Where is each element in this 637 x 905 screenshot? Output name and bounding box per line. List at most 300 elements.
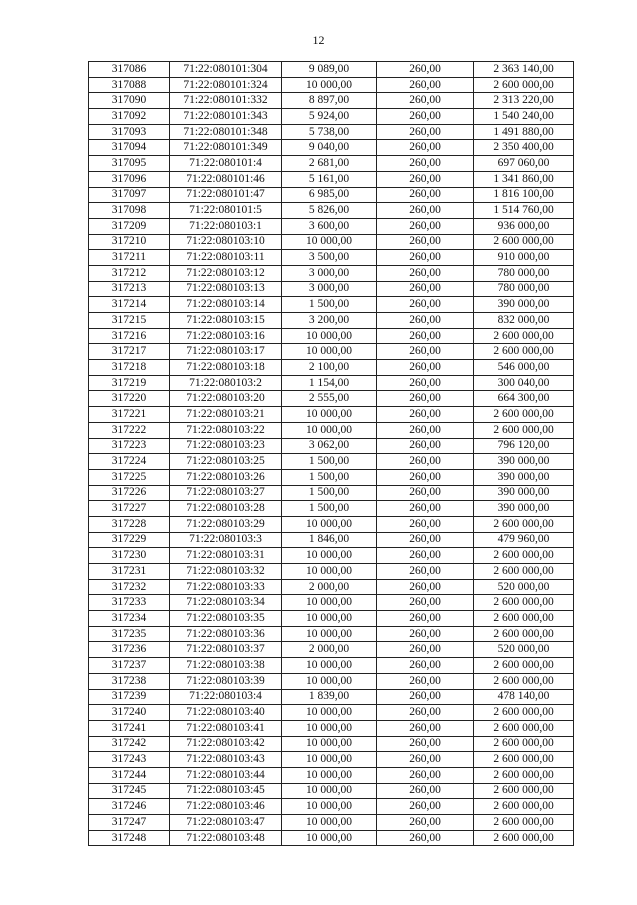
table-row	[89, 407, 574, 423]
record-id-cell: 317225	[89, 469, 170, 485]
table-body	[89, 62, 574, 846]
amount-cell: 2 600 000,00	[474, 407, 574, 423]
area-cell: 10 000,00	[282, 658, 377, 674]
record-id-cell: 317233	[89, 595, 170, 611]
area-cell: 1 500,00	[282, 454, 377, 470]
cadastral-number-cell: 71:22:080103:25	[170, 454, 282, 470]
rate-cell: 260,00	[377, 595, 474, 611]
amount-cell: 2 600 000,00	[474, 720, 574, 736]
table-row	[89, 658, 574, 674]
area-cell: 10 000,00	[282, 328, 377, 344]
cadastral-number-cell: 71:22:080103:17	[170, 344, 282, 360]
amount-cell: 697 060,00	[474, 156, 574, 172]
record-id-cell: 317226	[89, 485, 170, 501]
amount-cell: 390 000,00	[474, 454, 574, 470]
rate-cell: 260,00	[377, 360, 474, 376]
rate-cell: 260,00	[377, 109, 474, 125]
cadastral-number-cell: 71:22:080103:42	[170, 736, 282, 752]
table-row	[89, 360, 574, 376]
rate-cell: 260,00	[377, 454, 474, 470]
amount-cell: 479 960,00	[474, 532, 574, 548]
amount-cell: 2 600 000,00	[474, 783, 574, 799]
rate-cell: 260,00	[377, 673, 474, 689]
area-cell: 1 846,00	[282, 532, 377, 548]
rate-cell: 260,00	[377, 124, 474, 140]
rate-cell: 260,00	[377, 203, 474, 219]
record-id-cell: 317248	[89, 830, 170, 846]
table-row	[89, 281, 574, 297]
rate-cell: 260,00	[377, 720, 474, 736]
area-cell: 2 555,00	[282, 391, 377, 407]
cadastral-number-cell: 71:22:080101:349	[170, 140, 282, 156]
record-id-cell: 317090	[89, 93, 170, 109]
amount-cell: 546 000,00	[474, 360, 574, 376]
table-row	[89, 564, 574, 580]
area-cell: 10 000,00	[282, 422, 377, 438]
record-id-cell: 317222	[89, 422, 170, 438]
table-row	[89, 485, 574, 501]
area-cell: 10 000,00	[282, 720, 377, 736]
cadastral-number-cell: 71:22:080101:5	[170, 203, 282, 219]
record-id-cell: 317221	[89, 407, 170, 423]
rate-cell: 260,00	[377, 77, 474, 93]
table-row	[89, 752, 574, 768]
area-cell: 3 200,00	[282, 313, 377, 329]
area-cell: 5 924,00	[282, 109, 377, 125]
cadastral-number-cell: 71:22:080101:4	[170, 156, 282, 172]
rate-cell: 260,00	[377, 501, 474, 517]
table-row	[89, 532, 574, 548]
rate-cell: 260,00	[377, 469, 474, 485]
amount-cell: 2 600 000,00	[474, 595, 574, 611]
area-cell: 10 000,00	[282, 626, 377, 642]
amount-cell: 2 600 000,00	[474, 767, 574, 783]
area-cell: 10 000,00	[282, 516, 377, 532]
record-id-cell: 317238	[89, 673, 170, 689]
table-row	[89, 689, 574, 705]
record-id-cell: 317227	[89, 501, 170, 517]
area-cell: 3 000,00	[282, 281, 377, 297]
rate-cell: 260,00	[377, 438, 474, 454]
land-plot-table	[88, 61, 574, 846]
table-row	[89, 720, 574, 736]
record-id-cell: 317093	[89, 124, 170, 140]
rate-cell: 260,00	[377, 736, 474, 752]
cadastral-number-cell: 71:22:080101:304	[170, 62, 282, 78]
amount-cell: 2 600 000,00	[474, 752, 574, 768]
cadastral-number-cell: 71:22:080101:46	[170, 171, 282, 187]
amount-cell: 390 000,00	[474, 297, 574, 313]
record-id-cell: 317095	[89, 156, 170, 172]
record-id-cell: 317220	[89, 391, 170, 407]
amount-cell: 664 300,00	[474, 391, 574, 407]
cadastral-number-cell: 71:22:080103:29	[170, 516, 282, 532]
record-id-cell: 317237	[89, 658, 170, 674]
rate-cell: 260,00	[377, 611, 474, 627]
amount-cell: 780 000,00	[474, 265, 574, 281]
table-row	[89, 62, 574, 78]
cadastral-number-cell: 71:22:080103:13	[170, 281, 282, 297]
rate-cell: 260,00	[377, 171, 474, 187]
record-id-cell: 317217	[89, 344, 170, 360]
amount-cell: 478 140,00	[474, 689, 574, 705]
amount-cell: 2 600 000,00	[474, 658, 574, 674]
area-cell: 10 000,00	[282, 830, 377, 846]
amount-cell: 2 600 000,00	[474, 611, 574, 627]
cadastral-number-cell: 71:22:080101:343	[170, 109, 282, 125]
amount-cell: 2 363 140,00	[474, 62, 574, 78]
record-id-cell: 317235	[89, 626, 170, 642]
record-id-cell: 317086	[89, 62, 170, 78]
table-row	[89, 595, 574, 611]
cadastral-number-cell: 71:22:080103:31	[170, 548, 282, 564]
cadastral-number-cell: 71:22:080103:14	[170, 297, 282, 313]
rate-cell: 260,00	[377, 344, 474, 360]
table-row	[89, 422, 574, 438]
table-row	[89, 548, 574, 564]
cadastral-number-cell: 71:22:080103:3	[170, 532, 282, 548]
rate-cell: 260,00	[377, 752, 474, 768]
rate-cell: 260,00	[377, 234, 474, 250]
record-id-cell: 317098	[89, 203, 170, 219]
rate-cell: 260,00	[377, 705, 474, 721]
area-cell: 5 826,00	[282, 203, 377, 219]
cadastral-number-cell: 71:22:080103:23	[170, 438, 282, 454]
record-id-cell: 317247	[89, 815, 170, 831]
amount-cell: 390 000,00	[474, 485, 574, 501]
cadastral-number-cell: 71:22:080103:16	[170, 328, 282, 344]
rate-cell: 260,00	[377, 642, 474, 658]
table-row	[89, 673, 574, 689]
record-id-cell: 317224	[89, 454, 170, 470]
cadastral-number-cell: 71:22:080103:20	[170, 391, 282, 407]
record-id-cell: 317230	[89, 548, 170, 564]
rate-cell: 260,00	[377, 564, 474, 580]
table-row	[89, 328, 574, 344]
area-cell: 10 000,00	[282, 799, 377, 815]
cadastral-number-cell: 71:22:080103:35	[170, 611, 282, 627]
amount-cell: 2 600 000,00	[474, 328, 574, 344]
cadastral-number-cell: 71:22:080103:28	[170, 501, 282, 517]
rate-cell: 260,00	[377, 391, 474, 407]
amount-cell: 390 000,00	[474, 469, 574, 485]
record-id-cell: 317246	[89, 799, 170, 815]
amount-cell: 300 040,00	[474, 375, 574, 391]
cadastral-number-cell: 71:22:080101:324	[170, 77, 282, 93]
cadastral-number-cell: 71:22:080103:2	[170, 375, 282, 391]
amount-cell: 1 514 760,00	[474, 203, 574, 219]
record-id-cell: 317243	[89, 752, 170, 768]
cadastral-number-cell: 71:22:080103:44	[170, 767, 282, 783]
amount-cell: 936 000,00	[474, 218, 574, 234]
record-id-cell: 317231	[89, 564, 170, 580]
area-cell: 10 000,00	[282, 595, 377, 611]
rate-cell: 260,00	[377, 422, 474, 438]
rate-cell: 260,00	[377, 579, 474, 595]
rate-cell: 260,00	[377, 250, 474, 266]
area-cell: 1 500,00	[282, 469, 377, 485]
area-cell: 10 000,00	[282, 564, 377, 580]
table-row	[89, 77, 574, 93]
cadastral-number-cell: 71:22:080103:39	[170, 673, 282, 689]
area-cell: 10 000,00	[282, 705, 377, 721]
cadastral-number-cell: 71:22:080103:22	[170, 422, 282, 438]
rate-cell: 260,00	[377, 281, 474, 297]
rate-cell: 260,00	[377, 297, 474, 313]
area-cell: 1 839,00	[282, 689, 377, 705]
record-id-cell: 317234	[89, 611, 170, 627]
record-id-cell: 317214	[89, 297, 170, 313]
cadastral-number-cell: 71:22:080103:4	[170, 689, 282, 705]
cadastral-number-cell: 71:22:080103:46	[170, 799, 282, 815]
rate-cell: 260,00	[377, 375, 474, 391]
area-cell: 5 161,00	[282, 171, 377, 187]
area-cell: 5 738,00	[282, 124, 377, 140]
area-cell: 3 600,00	[282, 218, 377, 234]
table-row	[89, 265, 574, 281]
table-row	[89, 344, 574, 360]
table-row	[89, 705, 574, 721]
cadastral-number-cell: 71:22:080103:32	[170, 564, 282, 580]
cadastral-number-cell: 71:22:080101:332	[170, 93, 282, 109]
area-cell: 1 500,00	[282, 485, 377, 501]
table-row	[89, 438, 574, 454]
cadastral-number-cell: 71:22:080101:47	[170, 187, 282, 203]
amount-cell: 1 491 880,00	[474, 124, 574, 140]
area-cell: 10 000,00	[282, 767, 377, 783]
table-row	[89, 218, 574, 234]
record-id-cell: 317244	[89, 767, 170, 783]
record-id-cell: 317245	[89, 783, 170, 799]
record-id-cell: 317228	[89, 516, 170, 532]
table-row	[89, 611, 574, 627]
area-cell: 2 000,00	[282, 579, 377, 595]
cadastral-number-cell: 71:22:080103:18	[170, 360, 282, 376]
area-cell: 10 000,00	[282, 752, 377, 768]
record-id-cell: 317236	[89, 642, 170, 658]
cadastral-number-cell: 71:22:080103:10	[170, 234, 282, 250]
cadastral-number-cell: 71:22:080103:27	[170, 485, 282, 501]
area-cell: 2 681,00	[282, 156, 377, 172]
area-cell: 6 985,00	[282, 187, 377, 203]
page-number: 12	[312, 33, 325, 47]
record-id-cell: 317216	[89, 328, 170, 344]
cadastral-number-cell: 71:22:080103:40	[170, 705, 282, 721]
rate-cell: 260,00	[377, 328, 474, 344]
cadastral-number-cell: 71:22:080103:1	[170, 218, 282, 234]
record-id-cell: 317242	[89, 736, 170, 752]
amount-cell: 910 000,00	[474, 250, 574, 266]
cadastral-number-cell: 71:22:080103:21	[170, 407, 282, 423]
rate-cell: 260,00	[377, 140, 474, 156]
table-row	[89, 140, 574, 156]
table-row	[89, 815, 574, 831]
record-id-cell: 317092	[89, 109, 170, 125]
area-cell: 10 000,00	[282, 673, 377, 689]
record-id-cell: 317210	[89, 234, 170, 250]
area-cell: 10 000,00	[282, 344, 377, 360]
area-cell: 9 040,00	[282, 140, 377, 156]
area-cell: 10 000,00	[282, 783, 377, 799]
record-id-cell: 317215	[89, 313, 170, 329]
amount-cell: 2 600 000,00	[474, 234, 574, 250]
cadastral-number-cell: 71:22:080103:15	[170, 313, 282, 329]
table-row	[89, 124, 574, 140]
record-id-cell: 317212	[89, 265, 170, 281]
area-cell: 1 500,00	[282, 501, 377, 517]
record-id-cell: 317213	[89, 281, 170, 297]
rate-cell: 260,00	[377, 93, 474, 109]
amount-cell: 2 600 000,00	[474, 799, 574, 815]
table-row	[89, 109, 574, 125]
record-id-cell: 317229	[89, 532, 170, 548]
rate-cell: 260,00	[377, 516, 474, 532]
cadastral-number-cell: 71:22:080103:47	[170, 815, 282, 831]
amount-cell: 2 600 000,00	[474, 736, 574, 752]
amount-cell: 832 000,00	[474, 313, 574, 329]
table-row	[89, 171, 574, 187]
record-id-cell: 317097	[89, 187, 170, 203]
cadastral-number-cell: 71:22:080103:45	[170, 783, 282, 799]
record-id-cell: 317241	[89, 720, 170, 736]
area-cell: 3 062,00	[282, 438, 377, 454]
table-row	[89, 203, 574, 219]
area-cell: 10 000,00	[282, 736, 377, 752]
rate-cell: 260,00	[377, 218, 474, 234]
area-cell: 9 089,00	[282, 62, 377, 78]
area-cell: 10 000,00	[282, 611, 377, 627]
rate-cell: 260,00	[377, 767, 474, 783]
table-row	[89, 736, 574, 752]
amount-cell: 520 000,00	[474, 642, 574, 658]
record-id-cell: 317218	[89, 360, 170, 376]
rate-cell: 260,00	[377, 548, 474, 564]
table-row	[89, 187, 574, 203]
rate-cell: 260,00	[377, 187, 474, 203]
cadastral-number-cell: 71:22:080103:12	[170, 265, 282, 281]
amount-cell: 2 600 000,00	[474, 830, 574, 846]
amount-cell: 2 313 220,00	[474, 93, 574, 109]
cadastral-number-cell: 71:22:080103:41	[170, 720, 282, 736]
area-cell: 1 154,00	[282, 375, 377, 391]
area-cell: 2 000,00	[282, 642, 377, 658]
record-id-cell: 317209	[89, 218, 170, 234]
amount-cell: 2 600 000,00	[474, 705, 574, 721]
rate-cell: 260,00	[377, 830, 474, 846]
table-row	[89, 313, 574, 329]
record-id-cell: 317239	[89, 689, 170, 705]
amount-cell: 2 600 000,00	[474, 516, 574, 532]
area-cell: 1 500,00	[282, 297, 377, 313]
table-row	[89, 391, 574, 407]
table-row	[89, 767, 574, 783]
table-row	[89, 626, 574, 642]
amount-cell: 1 540 240,00	[474, 109, 574, 125]
amount-cell: 2 600 000,00	[474, 77, 574, 93]
amount-cell: 2 600 000,00	[474, 344, 574, 360]
amount-cell: 1 341 860,00	[474, 171, 574, 187]
record-id-cell: 317094	[89, 140, 170, 156]
rate-cell: 260,00	[377, 532, 474, 548]
cadastral-number-cell: 71:22:080103:48	[170, 830, 282, 846]
table-row	[89, 642, 574, 658]
area-cell: 10 000,00	[282, 234, 377, 250]
record-id-cell: 317088	[89, 77, 170, 93]
rate-cell: 260,00	[377, 815, 474, 831]
amount-cell: 2 600 000,00	[474, 815, 574, 831]
record-id-cell: 317096	[89, 171, 170, 187]
amount-cell: 796 120,00	[474, 438, 574, 454]
area-cell: 10 000,00	[282, 407, 377, 423]
amount-cell: 2 600 000,00	[474, 422, 574, 438]
area-cell: 10 000,00	[282, 548, 377, 564]
record-id-cell: 317219	[89, 375, 170, 391]
rate-cell: 260,00	[377, 313, 474, 329]
amount-cell: 780 000,00	[474, 281, 574, 297]
cadastral-number-cell: 71:22:080103:26	[170, 469, 282, 485]
table-row	[89, 234, 574, 250]
table-row	[89, 375, 574, 391]
table-row	[89, 93, 574, 109]
amount-cell: 2 600 000,00	[474, 548, 574, 564]
table-row	[89, 516, 574, 532]
area-cell: 10 000,00	[282, 815, 377, 831]
table-row	[89, 297, 574, 313]
area-cell: 3 000,00	[282, 265, 377, 281]
rate-cell: 260,00	[377, 62, 474, 78]
rate-cell: 260,00	[377, 626, 474, 642]
table-row	[89, 454, 574, 470]
rate-cell: 260,00	[377, 689, 474, 705]
table-row	[89, 579, 574, 595]
table-row	[89, 783, 574, 799]
cadastral-number-cell: 71:22:080103:43	[170, 752, 282, 768]
amount-cell: 520 000,00	[474, 579, 574, 595]
rate-cell: 260,00	[377, 407, 474, 423]
record-id-cell: 317223	[89, 438, 170, 454]
table-row	[89, 469, 574, 485]
table-row	[89, 799, 574, 815]
cadastral-number-cell: 71:22:080103:37	[170, 642, 282, 658]
amount-cell: 2 350 400,00	[474, 140, 574, 156]
area-cell: 3 500,00	[282, 250, 377, 266]
amount-cell: 2 600 000,00	[474, 564, 574, 580]
record-id-cell: 317232	[89, 579, 170, 595]
area-cell: 2 100,00	[282, 360, 377, 376]
rate-cell: 260,00	[377, 485, 474, 501]
cadastral-number-cell: 71:22:080103:38	[170, 658, 282, 674]
record-id-cell: 317211	[89, 250, 170, 266]
rate-cell: 260,00	[377, 156, 474, 172]
rate-cell: 260,00	[377, 658, 474, 674]
rate-cell: 260,00	[377, 265, 474, 281]
rate-cell: 260,00	[377, 783, 474, 799]
table-row	[89, 156, 574, 172]
table-row	[89, 501, 574, 517]
cadastral-number-cell: 71:22:080103:34	[170, 595, 282, 611]
cadastral-number-cell: 71:22:080103:11	[170, 250, 282, 266]
table-row	[89, 830, 574, 846]
area-cell: 10 000,00	[282, 77, 377, 93]
amount-cell: 2 600 000,00	[474, 626, 574, 642]
cadastral-number-cell: 71:22:080103:36	[170, 626, 282, 642]
area-cell: 8 897,00	[282, 93, 377, 109]
amount-cell: 2 600 000,00	[474, 673, 574, 689]
amount-cell: 390 000,00	[474, 501, 574, 517]
record-id-cell: 317240	[89, 705, 170, 721]
cadastral-number-cell: 71:22:080103:33	[170, 579, 282, 595]
amount-cell: 1 816 100,00	[474, 187, 574, 203]
